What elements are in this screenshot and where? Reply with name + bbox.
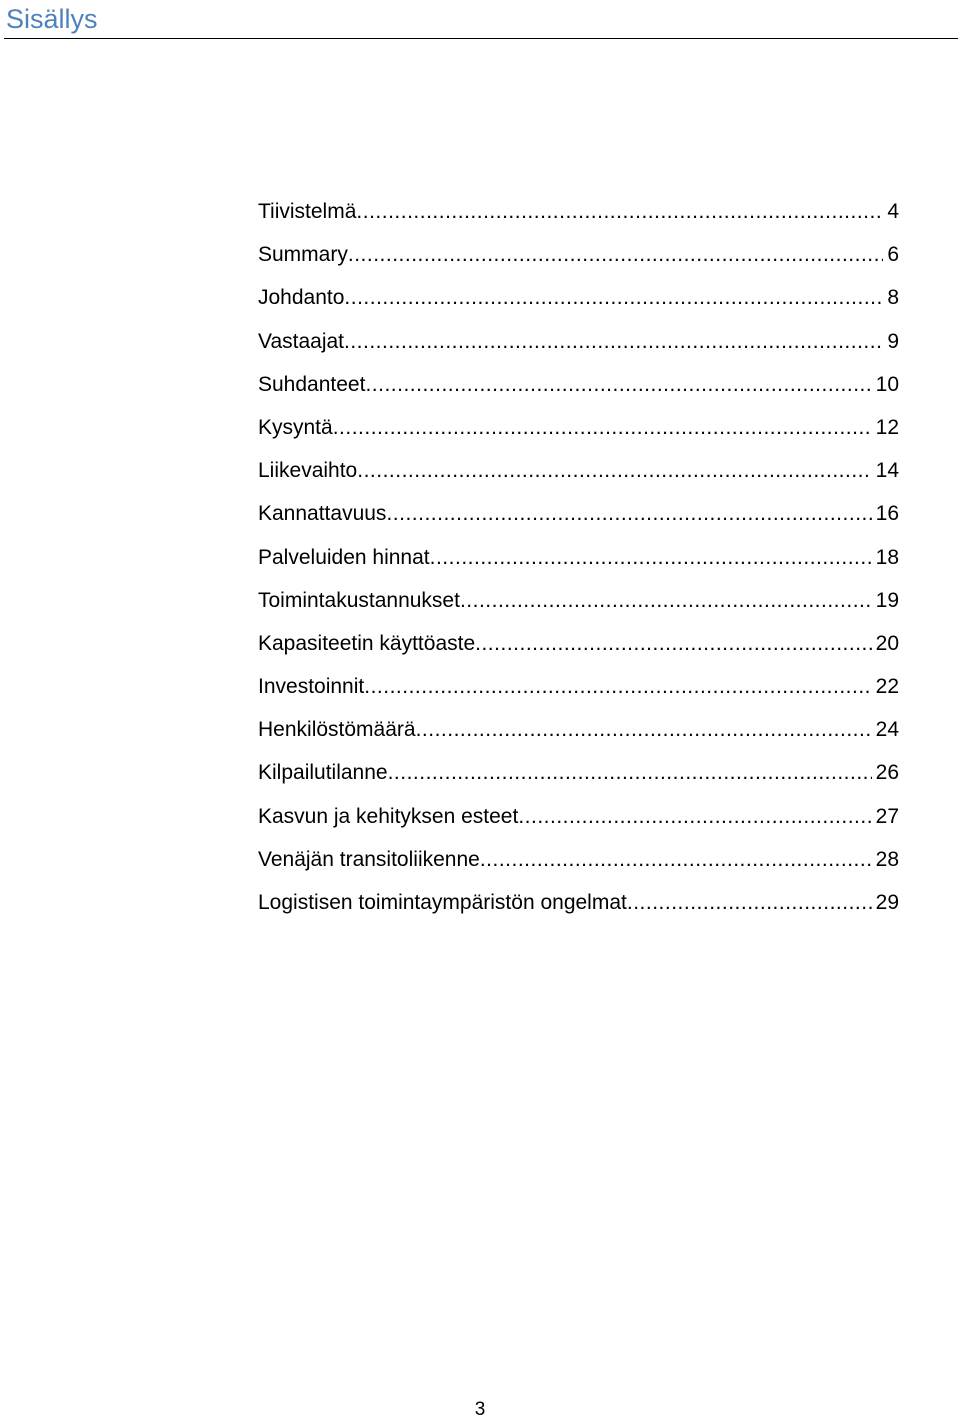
table-of-contents	[258, 190, 899, 924]
toc-entry[interactable]	[258, 406, 899, 449]
toc-entry-page: 16	[875, 502, 899, 526]
toc-entry-title: Venäjän transitoliikenne	[258, 847, 480, 871]
toc-entry-title: Tiivistelmä	[258, 200, 357, 223]
toc-entry[interactable]	[258, 449, 899, 492]
toc-entry-title: Suhdanteet	[258, 372, 366, 396]
toc-entry-page: 29	[875, 891, 899, 914]
toc-entry-page: 27	[875, 804, 899, 828]
toc-entry[interactable]	[258, 838, 899, 881]
toc-dot-leader	[357, 449, 871, 492]
toc-entry-page: 22	[875, 675, 899, 699]
toc-entry-page: 19	[875, 588, 899, 612]
toc-entry-page: 4	[887, 200, 899, 223]
toc-entry[interactable]	[258, 708, 899, 751]
toc-entry-page: 12	[875, 415, 899, 439]
toc-dot-leader	[518, 795, 871, 838]
toc-entry-page: 6	[887, 243, 899, 267]
toc-entry[interactable]	[258, 665, 899, 708]
toc-dot-leader	[333, 406, 872, 449]
toc-entry[interactable]	[258, 492, 899, 535]
toc-entry[interactable]	[258, 320, 899, 363]
toc-entry-title: Kapasiteetin käyttöaste	[258, 631, 476, 655]
toc-entry-page: 8	[887, 286, 899, 310]
toc-entry-page: 14	[875, 459, 899, 483]
toc-dot-leader	[460, 579, 872, 622]
toc-entry[interactable]	[258, 190, 899, 233]
toc-entry-title: Kasvun ja kehityksen esteet	[258, 804, 519, 828]
toc-entry-page: 10	[875, 372, 899, 396]
page-number: 3	[474, 1399, 486, 1420]
toc-entry-page: 20	[875, 631, 899, 655]
toc-entry-page: 24	[875, 718, 899, 742]
toc-entry-title: Henkilöstömäärä	[258, 718, 416, 742]
toc-entry-title: Palveluiden hinnat	[258, 545, 430, 569]
toc-entry[interactable]	[258, 536, 899, 579]
toc-dot-leader	[364, 665, 871, 708]
toc-dot-leader	[388, 751, 872, 794]
toc-dot-leader	[348, 233, 883, 276]
toc-entry-page: 18	[875, 545, 899, 569]
toc-entry-title: Vastaajat	[258, 329, 344, 353]
toc-dot-leader	[480, 838, 872, 881]
toc-entry-title: Kannattavuus	[258, 502, 387, 526]
toc-entry-page: 28	[875, 847, 899, 871]
toc-dot-leader	[344, 276, 883, 319]
toc-entry-page: 26	[875, 761, 899, 785]
toc-dot-leader	[386, 492, 871, 535]
toc-entry-title: Investoinnit	[258, 675, 365, 699]
toc-entry[interactable]	[258, 881, 899, 924]
toc-entry[interactable]	[258, 795, 899, 838]
heading-divider	[4, 38, 958, 39]
toc-entry-title: Toimintakustannukset	[258, 588, 460, 612]
toc-entry-title: Kilpailutilanne	[258, 761, 388, 785]
toc-dot-leader	[344, 320, 883, 363]
toc-dot-leader	[627, 881, 872, 924]
toc-entry-title: Liikevaihto	[258, 459, 358, 483]
toc-entry-title: Johdanto	[258, 286, 345, 310]
toc-entry-title: Logistisen toimintaympäristön ongelmat	[258, 891, 627, 914]
toc-dot-leader	[475, 622, 872, 665]
toc-entry-title: Kysyntä	[258, 415, 333, 439]
toc-dot-leader	[416, 708, 872, 751]
page-title: Sisällys	[6, 4, 98, 34]
toc-entry[interactable]	[258, 751, 899, 794]
toc-entry[interactable]	[258, 622, 899, 665]
toc-entry[interactable]	[258, 276, 899, 319]
toc-entry-page: 9	[887, 329, 899, 353]
toc-dot-leader	[356, 190, 883, 233]
toc-dot-leader	[365, 363, 871, 406]
toc-entry-title: Summary	[258, 243, 348, 267]
toc-dot-leader	[430, 536, 872, 579]
toc-entry[interactable]	[258, 363, 899, 406]
toc-entry[interactable]	[258, 233, 899, 276]
toc-entry[interactable]	[258, 579, 899, 622]
